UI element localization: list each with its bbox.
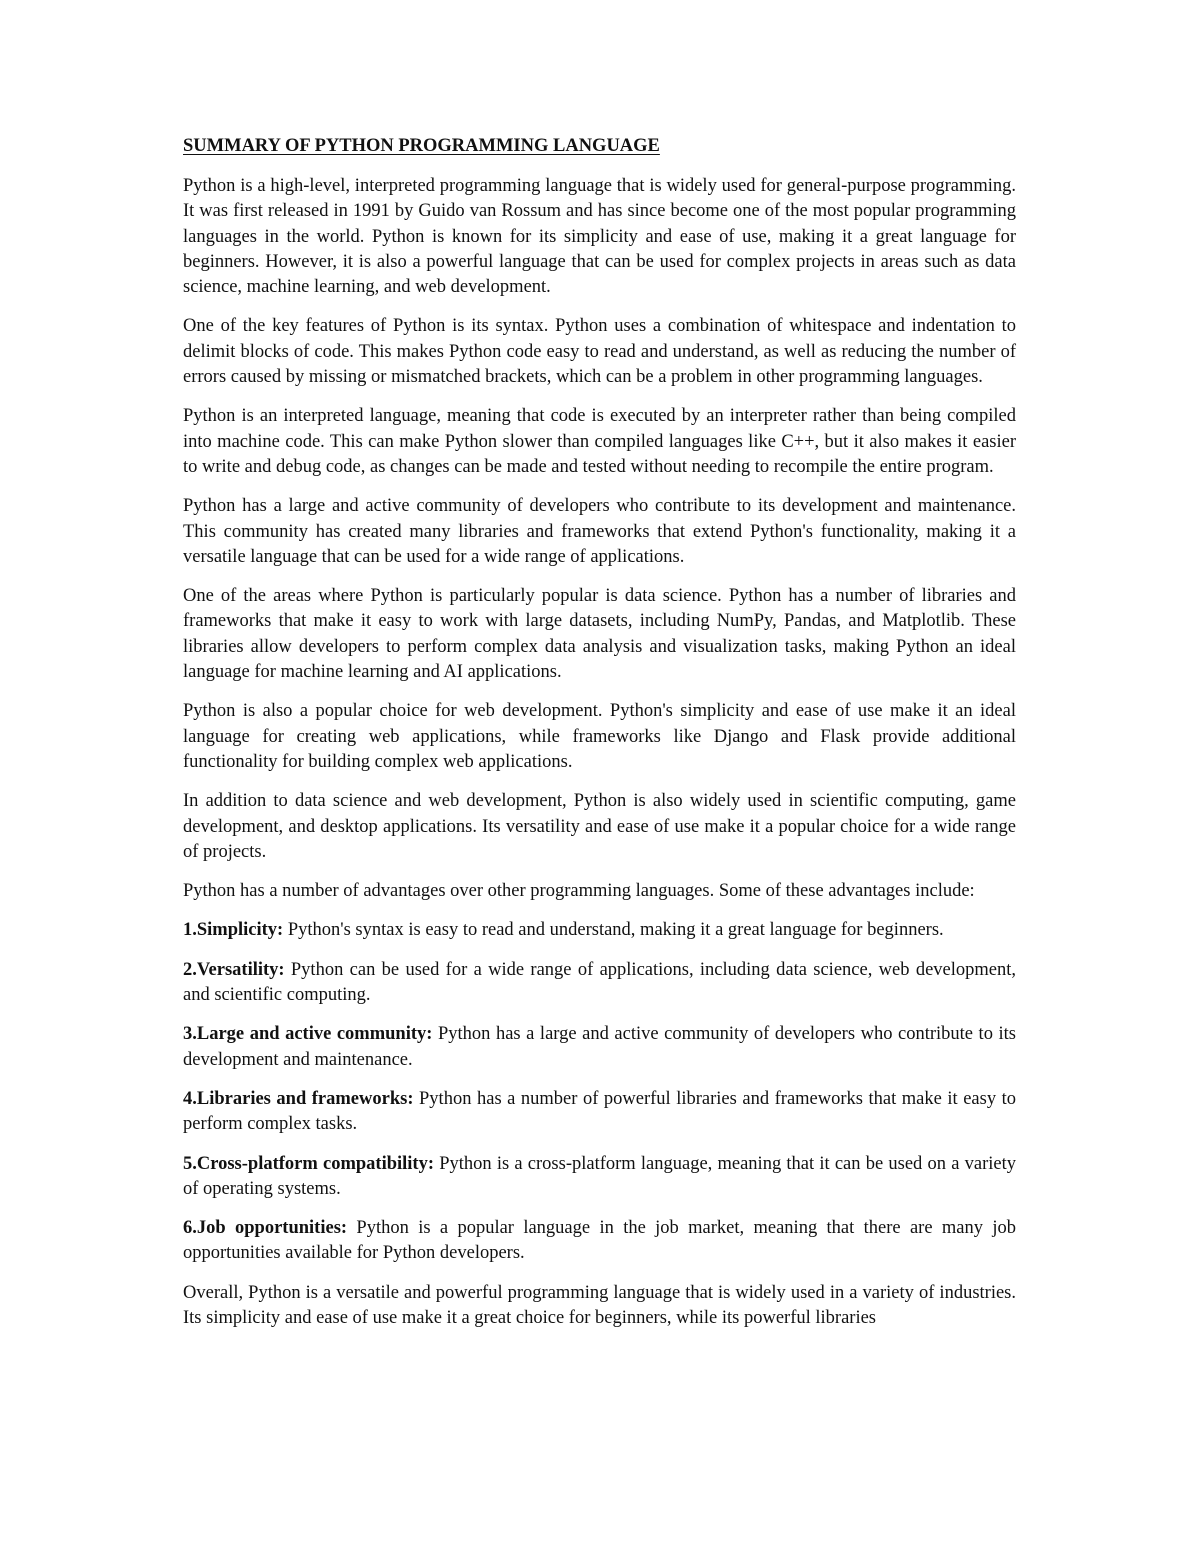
advantage-item [183,958,1016,1009]
advantage-item [183,918,1016,943]
document-title: SUMMARY OF PYTHON PROGRAMMING LANGUAGE [183,136,660,156]
paragraph-interpreted: Python is an interpreted language, meaning that code is executed by an interpreter rather than being compiled into machine code. This can make Python slower than compiled languages like C++, but it also makes it easier to write and debug code, as changes can be made and tested without needing to recompile the entire program. [183,406,1016,477]
advantage-text: Python has a large and active community of developers who contribute to its development and maintenance. [183,1024,1016,1070]
advantage-label: 6.Job opportunities: [183,1218,348,1239]
advantage-item [183,1022,1016,1073]
advantage-item [183,1087,1016,1138]
paragraph-web-development: Python is also a popular choice for web development. Python's simplicity and ease of use make it an ideal language for creating web applications, while frameworks like Django and Flask provide additional functionality for building complex web applications. [183,701,1016,772]
document-body [183,130,1016,1345]
paragraph-community: Python has a large and active community of developers who contribute to its development and maintenance. This community has created many libraries and frameworks that extend Python's functionality, making it a versatile language that can be used for a wide range of applications. [183,496,1016,567]
advantage-label: 3.Large and active community: [183,1024,433,1045]
paragraph-data-science: One of the areas where Python is particularly popular is data science. Python has a number of libraries and frameworks that make it easy to work with large datasets, including NumPy, Pandas, and Matplotlib. These libraries allow developers to perform complex data analysis and visualization tasks, making Python an ideal language for machine learning and AI applications. [183,586,1016,683]
advantage-label: 4.Libraries and frameworks: [183,1088,414,1109]
paragraph-advantages-intro: Python has a number of advantages over other programming languages. Some of these advantages include: [183,881,975,902]
advantage-text: Python is a cross-platform language, meaning that it can be used on a variety of operating systems. [183,1153,1016,1199]
advantage-item [183,1152,1016,1203]
advantage-text: Python has a number of powerful libraries and frameworks that make it easy to perform complex tasks. [183,1088,1016,1135]
paragraph-intro: Python is a high-level, interpreted programming language that is widely used for general-purpose programming. It was first released in 1991 by Guido van Rossum and has since become one of the most popular programming languages in the world. Python is known for its simplicity and ease of use, making it a great language for beginners. However, it is also a powerful language that can be used for complex projects in areas such as data science, machine learning, and web development. [183,176,1016,298]
paragraph-other-uses: In addition to data science and web development, Python is also widely used in scientific computing, game development, and desktop applications. Its versatility and ease of use make it a popular choice for a wide range of projects. [183,791,1016,862]
advantage-label: 1.Simplicity: [183,920,284,941]
advantage-item [183,1216,1016,1267]
advantage-text: Python's syntax is easy to read and understand, making it a great language for beginners. [283,920,944,941]
paragraph-syntax: One of the key features of Python is its syntax. Python uses a combination of whitespace and indentation to delimit blocks of code. This makes Python code easy to read and understand, as well as reducing the number of errors caused by missing or mismatched brackets, which can be a problem in other programming languages. [183,316,1016,388]
advantage-text: Python can be used for a wide range of applications, including data science, web development, and scientific computing. [183,959,1016,1006]
advantage-text: Python is a popular language in the job market, meaning that there are many job opportunities available for Python developers. [183,1218,1017,1264]
advantage-label: 2.Versatility: [183,959,285,980]
advantage-label: 5.Cross-platform compatibility: [183,1153,434,1174]
paragraph-closing: Overall, Python is a versatile and powerful programming language that is widely used in a variety of industries. Its simplicity and ease of use make it a great choice for beginners, while its powerful libraries [183,1282,1016,1328]
